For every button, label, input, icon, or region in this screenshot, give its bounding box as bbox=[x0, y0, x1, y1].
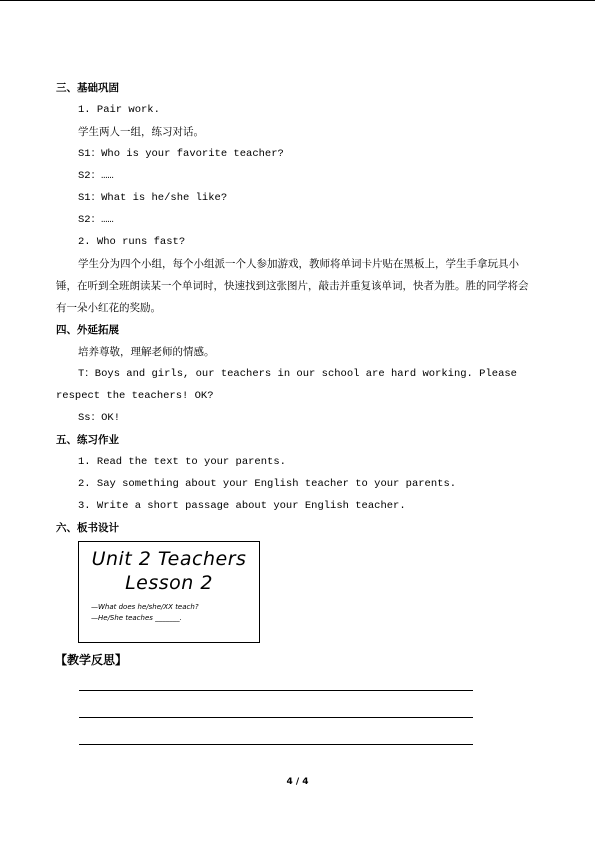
teacher-line: T：Boys and girls, our teachers in our school are hard working. Please bbox=[78, 368, 517, 380]
board-answer: —He/She teaches _______. bbox=[91, 614, 182, 622]
students-line: Ss：OK! bbox=[78, 412, 121, 424]
section-5-heading: 五、练习作业 bbox=[56, 434, 119, 446]
teacher-line-continued: respect the teachers! OK? bbox=[56, 390, 214, 402]
dialog-line: S2：…… bbox=[78, 170, 114, 182]
section-6-heading: 六、板书设计 bbox=[56, 522, 119, 534]
pair-work-item: 1. Pair work. bbox=[78, 104, 160, 116]
game-description: 学生分为四个小组，每个小组派一个人参加游戏，教师将单词卡片贴在黑板上，学生手拿玩具小锤，在听到全班朗读某一个单词时，快速找到这张图片，敲击并重复该单词，快者为胜。胜的同学将会有一朵小红花的奖励。 bbox=[56, 258, 529, 314]
board-question: —What does he/she/XX teach? bbox=[91, 603, 199, 611]
who-runs-fast-item: 2. Who runs fast? bbox=[78, 236, 186, 248]
board-title: Unit 2 Teachers bbox=[91, 548, 247, 570]
reflection-line bbox=[79, 744, 473, 745]
dialog-line: S1：What is he/she like? bbox=[78, 192, 228, 204]
header-rule bbox=[0, 0, 595, 1]
blackboard-design bbox=[78, 541, 260, 643]
document-body bbox=[56, 77, 536, 643]
page-number: 4 / 4 bbox=[286, 777, 309, 787]
homework-item: 1. Read the text to your parents. bbox=[78, 456, 286, 468]
dialog-line: S2：…… bbox=[78, 214, 114, 226]
reflection-line bbox=[79, 690, 473, 691]
reflection-heading: 【教学反思】 bbox=[55, 653, 128, 667]
board-subtitle: Lesson 2 bbox=[125, 572, 213, 594]
dialog-line: S1：Who is your favorite teacher? bbox=[78, 148, 284, 160]
pair-work-instruction: 学生两人一组，练习对话。 bbox=[78, 126, 204, 138]
extension-intro: 培养尊敬，理解老师的情感。 bbox=[78, 346, 215, 358]
section-4-heading: 四、外延拓展 bbox=[56, 324, 119, 336]
section-3-heading: 三、基础巩固 bbox=[56, 82, 119, 94]
homework-item: 3. Write a short passage about your English teacher. bbox=[78, 500, 406, 512]
homework-item: 2. Say something about your English teacher to your parents. bbox=[78, 478, 457, 490]
reflection-line bbox=[79, 717, 473, 718]
